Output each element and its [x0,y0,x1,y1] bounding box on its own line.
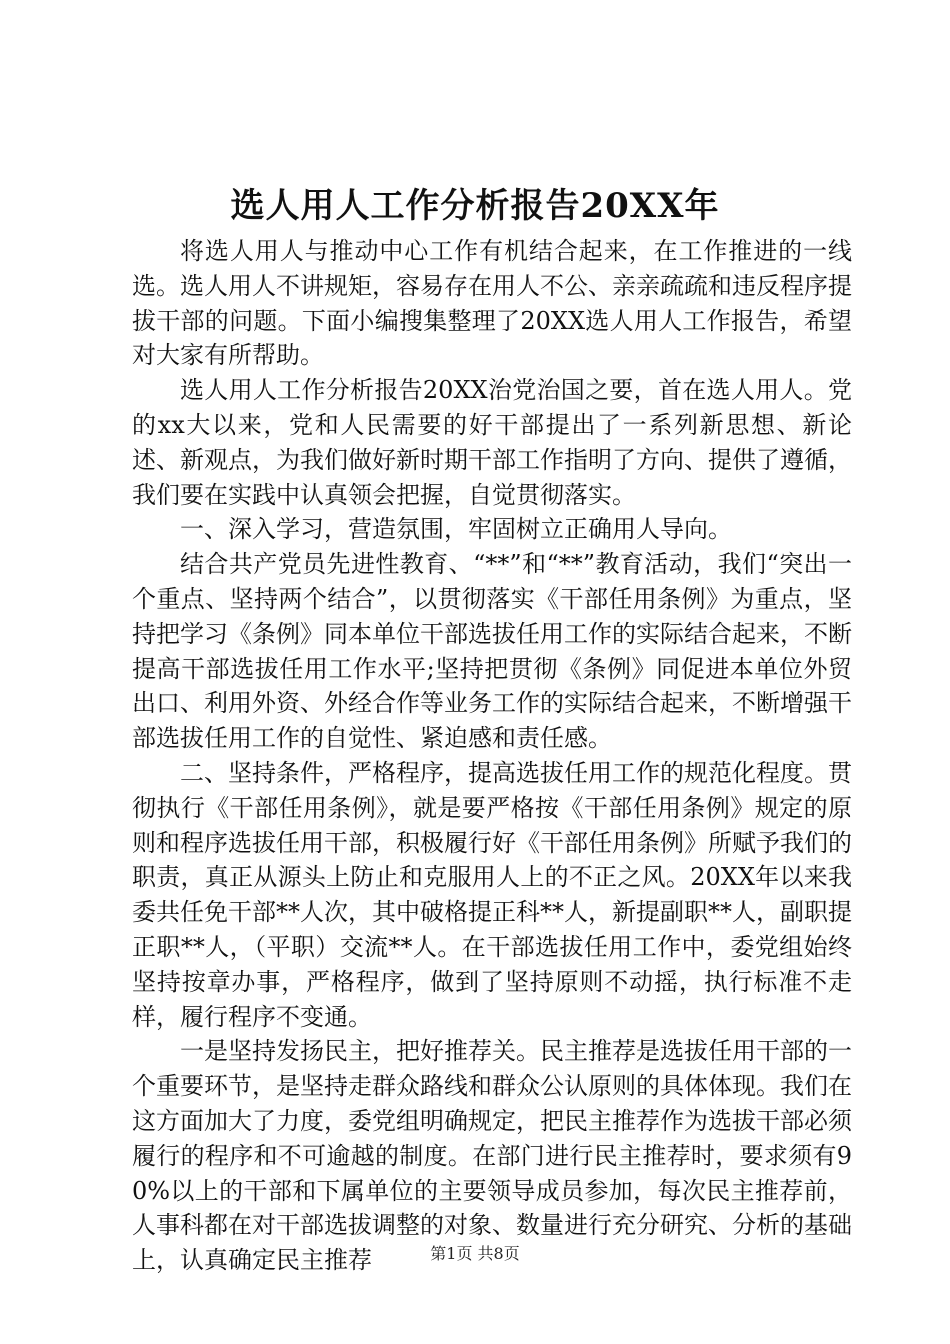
paragraph-report-opening: 选人用人工作分析报告20XX治党治国之要，首在选人用人。党的xx大以来，党和人民需要的好干部提出了一系列新思想、新论述、新观点，为我们做好新时期干部工作指明了方向、提供了遵循，我们要在实践中认真领会把握，自觉贯彻落实。 [132,376,852,509]
paragraph-intro: 将选人用人与推动中心工作有机结合起来，在工作推进的一线选。选人用人不讲规矩，容易存在用人不公、亲亲疏疏和违反程序提拔干部的问题。下面小编搜集整理了20XX选人用人工作报告，希望对大家有所帮助。 [132,237,852,370]
page-number-footer: 第1页 共8页 [430,1244,520,1263]
paragraph-democracy: 一是坚持发扬民主，把好推荐关。民主推荐是选拔任用干部的一个重要环节，是坚持走群众路线和群众公认原则的具体体现。我们在这方面加大了力度，委党组明确规定，把民主推荐作为选拔干部必须履行的程序和不可逾越的制度。在部门进行民主推荐时，要求须有90%以上的干部和下属单位的主要领导成员参加，每次民主推荐前，人事科都在对干部选拔调整的对象、数量进行充分研究、分析的基础上，认真确定民主推荐 [132,1037,852,1275]
document-body [132,234,852,1278]
document-title: 选人用人工作分析报告20XX年 [230,186,720,226]
paragraph-study: 结合共产党员先进性教育、“**”和“**”教育活动，我们“突出一个重点、坚持两个结合”，以贯彻落实《干部任用条例》为重点，坚持把学习《条例》同本单位干部选拔任用工作的实际结合起来，不断提高干部选拔任用工作水平;坚持把贯彻《条例》同促进本单位外贸出口、利用外资、外经合作等业务工作的实际结合起来，不断增强干部选拔任用工作的自觉性、紧迫感和责任感。 [132,550,852,753]
section-heading-2-paragraph: 二、坚持条件，严格程序，提高选拔任用工作的规范化程度。贯彻执行《干部任用条例》，就是要严格按《干部任用条例》规定的原则和程序选拔任用干部，积极履行好《干部任用条例》所赋予我们的职责，真正从源头上防止和克服用人上的不正之风。20XX年以来我委共任免干部**人次，其中破格提正科**人，新提副职**人，副职提正职**人，（平职）交流**人。在干部选拔任用工作中，委党组始终坚持按章办事，严格程序，做到了坚持原则不动摇，执行标准不走样，履行程序不变通。 [132,758,852,1031]
section-heading-1: 一、深入学习，营造氛围，牢固树立正确用人导向。 [180,515,732,544]
